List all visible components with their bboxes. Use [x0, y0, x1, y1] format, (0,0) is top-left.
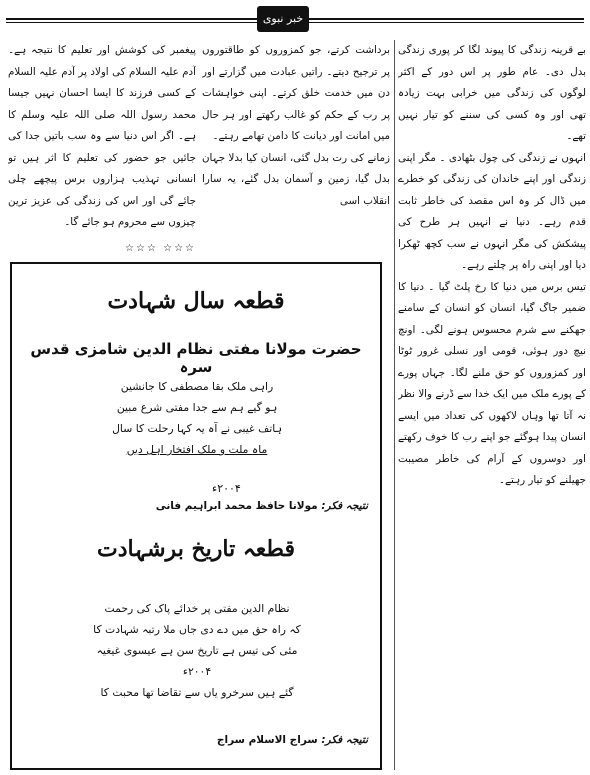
left-column — [8, 40, 196, 260]
verse-line: گئے ہیں سرخرو یاں سے تقاضا تھا محبت کا — [100, 686, 294, 699]
section-logo: خبر نبوی — [257, 6, 309, 32]
poem-verse-2 — [52, 598, 342, 703]
verse-line: مئی کی تیس ہے تاریخ سن ہے عیسوی غیغیہ — [96, 644, 298, 657]
column-divider — [394, 40, 395, 770]
poem-title-2: قطعہ تاریخ برشہادت — [97, 536, 295, 562]
credit-name: مولانا حافظ محمد ابراہیم فانی — [155, 500, 318, 512]
verse-line: ہو گیے ہم سے جدا مفتی شرع مبین — [116, 401, 278, 414]
poem-title-1: قطعہ سال شہادت — [107, 288, 285, 314]
credit-label: نتیجہ فکر: — [321, 500, 368, 512]
poem-box — [10, 262, 382, 770]
paragraph: برداشت کرتے، جو کمزوروں کو طاقتوروں پر ترجیح دیتے۔ راتیں عبادت میں گزارتے اور دن میں خدمت خلق کرتے۔ اپنی خواہشات پر رب کے حکم کو غالب رکھتے اور ہر حال میں امانت اور دیانت کا دامن تھامے رہتے۔ — [202, 44, 390, 142]
poem-verse-1 — [52, 376, 342, 460]
paragraph: تیس برس میں دنیا کا رخ پلٹ گیا ۔ دنیا کا ضمیر جاگ گیا، انسان کو انسان کے سامنے جھکنے سے شرم محسوس ہونے لگی۔ اونچ نیچ دور ہوئی، قومی اور نسلی غرور ٹوٹا اور کمزوروں کو حق ملنے لگا۔ جہاں پورے کے پورے ملک میں ایک خدا سے ڈرنے والا نظر نہ آتا تھا وہاں لاکھوں کی تعداد میں ایسے انسان پیدا ہوگئے جو اپنے رب کا خوف رکھتے اور دوسروں کے آرام کی خاطر مصیبت جھیلنے کو تیار رہتے۔ — [398, 280, 586, 486]
verse-line: کہ راہ حق میں دے دی جاں ملا رتبہ شہادت کا — [93, 623, 301, 636]
credit-label: نتیجہ فکر: — [321, 734, 368, 746]
right-column — [398, 40, 586, 772]
poem-credit-1 — [156, 500, 368, 512]
paragraph: زمانے کی رت بدل گئی، انسان کیا بدلا جہان بدل گیا، زمین و آسمان بدل گئے، یہ سارا انقلاب اسی — [202, 151, 390, 207]
poem-year-1: ۲۰۰۴ء — [212, 482, 241, 495]
verse-line: ماہ ملت و ملک افتخار اہل دیں — [126, 443, 268, 456]
paragraph: پیغمبر کی کوشش اور تعلیم کا نتیجہ ہے۔ آدم علیہ السلام کی اولاد پر آدم علیہ السلام کے کسی فرزند کا ایسا احسان نہیں جیسا محمد رسول اللہ صلی اللہ علیہ وسلم کا ہے۔ اگر اس دنیا سے وہ سب باتیں جدا کی جائیں جو حضور کی تعلیم کا اثر ہیں تو انسانی تہذیب ہزاروں برس پیچھے چلی جائے گی اور اس کی زندگی کی عزیز ترین چیزوں سے محروم ہو جائے گا۔ — [8, 44, 196, 228]
paragraph: بے قرینہ زندگی کا پیوند لگا کر پوری زندگی بدل دی۔ عام طور پر اس دور کے اکثر لوگوں کی زندگی میں خرابی بہت زیادہ تھی اور وہ کسی کی سننے کو تیار نہیں تھے۔ — [398, 44, 586, 142]
verse-line: راہی ملک بقا مصطفی کا جانشین — [120, 380, 274, 393]
poem-subtitle: حضرت مولانا مفتی نظام الدین شامزی قدس سرہ — [30, 340, 362, 376]
verse-line: ۲۰۰۴ء — [182, 665, 212, 678]
credit-name: سراج الاسلام سراج — [216, 734, 318, 746]
verse-line: نظام الدین مفتی پر خدائے پاک کی رحمت — [104, 602, 290, 615]
verse-line: ہاتف غیبی نے آہ یہ کہا رحلت کا سال — [112, 422, 282, 435]
stars-separator: ☆☆☆ ☆☆☆ — [125, 242, 196, 254]
poem-credit-2 — [217, 734, 368, 746]
middle-column — [202, 40, 390, 260]
paragraph: انہوں نے زندگی کی چول بٹھادی ۔ مگر اپنی زندگی اور اپنے خاندان کی زندگی کو خطرے میں ڈال کر وہ اس مقصد کی خاطر ثابت قدم رہے۔ دنیا نے انہیں ہر طرح کی پیشکش کی مگر انہوں نے سب کچھ ٹھکرا دیا اور اپنی راہ پر چلتے رہے۔ — [398, 151, 586, 271]
